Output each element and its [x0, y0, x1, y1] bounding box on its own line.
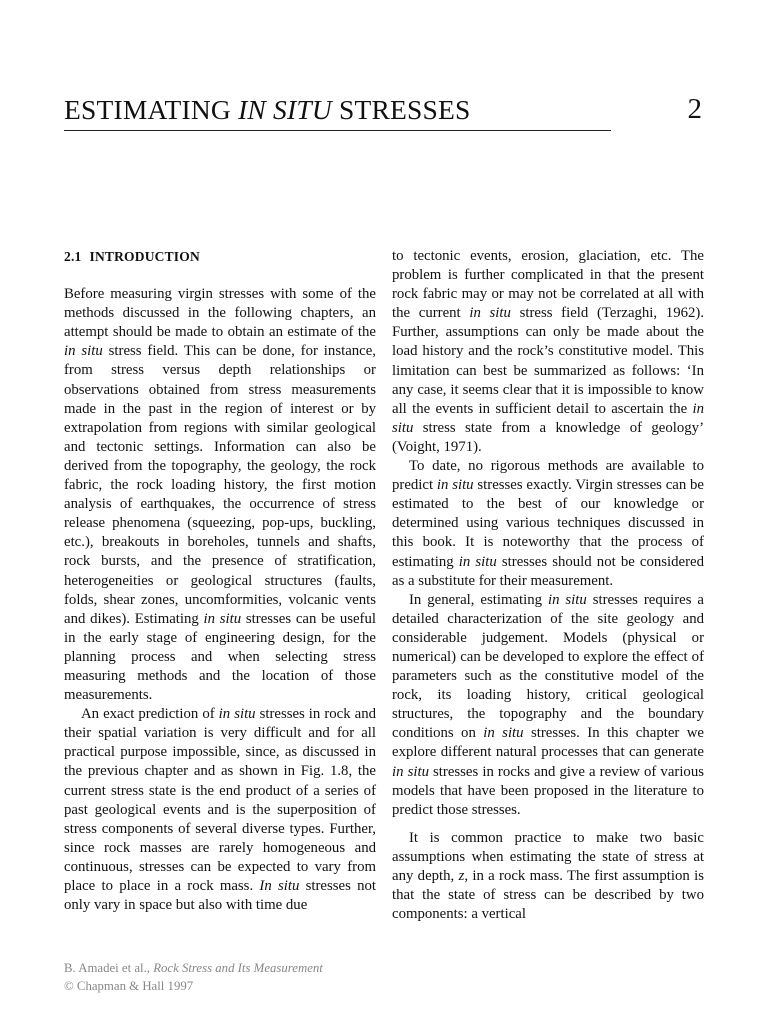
chapter-title-italic: IN SITU — [238, 94, 332, 125]
text-run: stresses should not be considered as a substitute for their measurement. — [392, 553, 705, 589]
text-run: stresses exactly. Virgin stresses can be estimated to the best of our knowledge or determined using various techniques discussed in this book. It is noteworthy that the process of estimating — [392, 477, 705, 570]
italic-term: in situ — [392, 763, 429, 780]
text-run: stresses not only vary in space but also with time due — [64, 878, 377, 914]
italic-term: in situ — [547, 591, 587, 608]
italic-term: in situ — [203, 610, 242, 627]
text-run: to tectonic events, erosion, glaciation, etc. The problem is further complicated in that the present rock fabric may or may not be correlated at all with the current — [392, 248, 704, 322]
footer-line-1 — [64, 959, 323, 977]
section-heading — [64, 247, 376, 266]
text-run: Before measuring virgin stresses with some of the methods discussed in the following chapters, an attempt should be made to obtain an estimate of the — [64, 286, 376, 341]
text-run: stresses requires a detailed characterization of the site geology and considerable judgement. Models (physical or numerical) can be developed to explore the effect of parameters such as the constitutive model of the rock, its loading history, critical geological structures, the topography and the boundary conditions on — [392, 591, 704, 742]
paragraph — [392, 457, 704, 591]
footer-citation — [64, 959, 323, 995]
italic-term: in situ — [469, 305, 511, 322]
italic-term: in situ — [458, 553, 497, 570]
italic-term: in situ — [483, 725, 524, 742]
text-run: stresses can be useful in the early stage of engineering design, for the planning process and when selecting stress measuring methods and the location of those measurements. — [64, 610, 376, 704]
paragraph — [392, 829, 704, 924]
paragraph — [392, 591, 704, 820]
text-run: stresses in rocks and give a review of various models that have been proposed in the literature to predict those stresses. — [392, 763, 704, 818]
italic-term: in situ — [392, 400, 704, 436]
text-run: stress field. This can be done, for instance, from stress versus depth relationships or observations obtained from stress measurements made in the past in the region of interest or by extrapolation from regions with similar geological and tectonic settings. Information can also be derived from the topography, the geology, the rock fabric, the rock loading history, the first motion analysis of earthquakes, the occurrence of stress release phenomena (squeezing, pop-ups, buckling, etc.), breakouts in boreholes, tunnels and shafts, rock bursts, and the presence of stratification, heterogeneities or geological structures (faults, folds, shear zones, uncomformities, volcanic vents and dikes). Estimating — [64, 343, 376, 627]
italic-term: z — [458, 868, 465, 884]
text-run: stresses in rock and their spatial variation is very difficult and for all practical purpose impossible, since, as discussed in the previous chapter and as shown in Fig. 1.8, the current stress state is the end product of a series of past geological events and is the superposition of stress components of several diverse types. Further, since rock masses are rarely homogeneous and continuous, stresses can be expected to vary from place to place in a rock mass. — [64, 706, 376, 894]
title-rule — [64, 130, 611, 131]
text-run: , in a rock mass. The first assumption is that the state of stress can be described by two components: a vertical — [392, 868, 704, 923]
text-run: To date, no rigorous methods are available to predict — [392, 458, 704, 494]
paragraph — [392, 247, 704, 457]
footer-book-title: Rock Stress and Its Measurement — [153, 961, 323, 975]
footer-authors: B. Amadei et al., — [64, 961, 154, 975]
italic-term: in situ — [64, 343, 103, 360]
text-run: In general, estimating — [409, 591, 548, 608]
section-number: 2.1 — [64, 249, 82, 264]
right-column — [392, 247, 704, 924]
chapter-title — [64, 92, 471, 128]
section-title: INTRODUCTION — [89, 249, 200, 264]
text-run: stress state from a knowledge of geology’ (Voight, 1971). — [392, 419, 704, 455]
italic-term: in situ — [436, 477, 474, 494]
text-run: An exact prediction of — [81, 706, 219, 723]
paragraph — [64, 285, 376, 705]
chapter-title-suffix: STRESSES — [331, 94, 471, 125]
italic-term: In situ — [259, 878, 300, 894]
text-run: stresses. In this chapter we explore different natural processes that can generate — [392, 725, 704, 761]
chapter-title-prefix: ESTIMATING — [64, 94, 239, 125]
italic-term: in situ — [218, 706, 256, 723]
paragraph — [64, 705, 376, 915]
chapter-number: 2 — [687, 93, 702, 125]
left-column — [64, 247, 376, 915]
text-run: stress field (Terzaghi, 1962). Further, assumptions can only be made about the load history and the rock’s constitutive model. This limitation can best be summarized as follows: ‘In any case, it seems clear that it is impossible to know all the events in sufficient detail to ascertain the — [392, 305, 705, 417]
footer-line-2: © Chapman & Hall 1997 — [64, 979, 194, 993]
text-run: It is common practice to make two basic assumptions when estimating the state of stress at any depth, — [392, 829, 704, 884]
